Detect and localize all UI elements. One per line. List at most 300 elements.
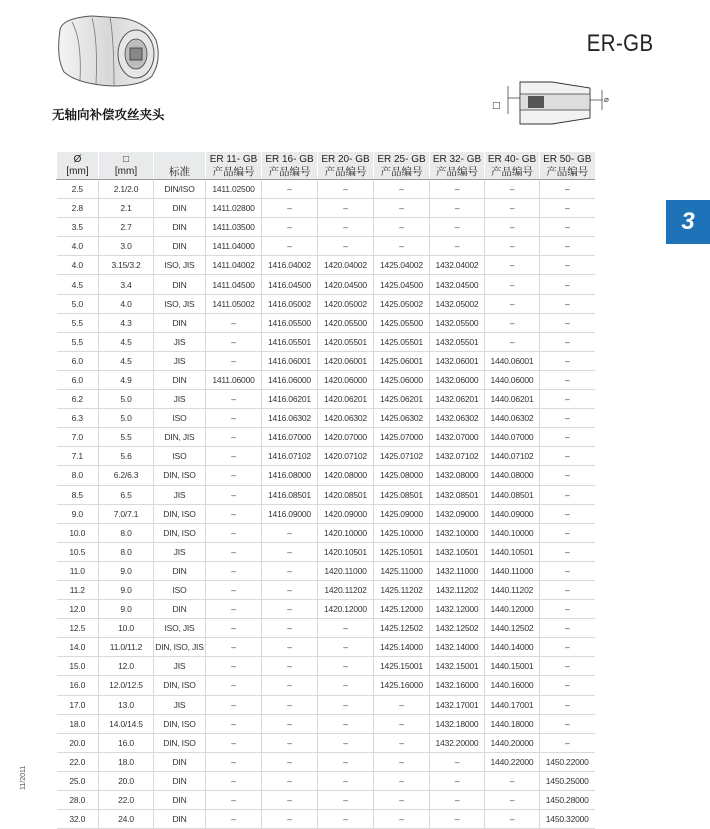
table-cell: – [262, 218, 318, 237]
table-cell: 9.0 [99, 580, 154, 599]
table-cell: – [262, 180, 318, 199]
table-cell: – [430, 810, 485, 829]
table-cell: – [262, 237, 318, 256]
table-cell: 20.0 [57, 733, 99, 752]
table-cell: – [318, 810, 374, 829]
table-cell: 4.5 [57, 275, 99, 294]
table-cell: – [540, 600, 595, 619]
table-cell: 4.5 [99, 351, 154, 370]
table-cell: 12.0/12.5 [99, 676, 154, 695]
table-cell: – [430, 199, 485, 218]
table-cell: 1425.05501 [374, 332, 430, 351]
table-cell: – [540, 523, 595, 542]
table-cell: DIN, ISO [154, 676, 206, 695]
table-cell: 1440.06201 [485, 390, 540, 409]
table-row [57, 294, 595, 313]
table-row [57, 600, 595, 619]
table-cell: 16.0 [99, 733, 154, 752]
table-cell: – [206, 619, 262, 638]
table-cell: 1411.06000 [206, 370, 262, 389]
table-cell: 1420.07000 [318, 428, 374, 447]
table-cell: 1440.20000 [485, 733, 540, 752]
table-cell: 4.3 [99, 313, 154, 332]
table-cell: DIN [154, 218, 206, 237]
table-cell: 1416.04002 [262, 256, 318, 275]
table-cell: – [485, 237, 540, 256]
table-cell: 1440.12502 [485, 619, 540, 638]
table-cell: 1416.06201 [262, 390, 318, 409]
table-cell: 7.0 [57, 428, 99, 447]
table-cell: 1425.04500 [374, 275, 430, 294]
table-cell: – [318, 619, 374, 638]
table-cell: 22.0 [57, 752, 99, 771]
table-cell: – [374, 714, 430, 733]
column-header-top: ER 32- GB [432, 154, 482, 165]
table-cell: 1432.10501 [430, 542, 485, 561]
table-cell: JIS [154, 657, 206, 676]
table-cell: 1420.08501 [318, 485, 374, 504]
table-cell: – [540, 428, 595, 447]
table-cell: – [318, 752, 374, 771]
table-cell: 1425.12502 [374, 619, 430, 638]
table-cell: 1440.11000 [485, 561, 540, 580]
table-cell: 9.0 [99, 600, 154, 619]
column-header-bottom: 产品编号 [546, 166, 589, 178]
table-cell: 4.0 [99, 294, 154, 313]
table-cell: – [206, 504, 262, 523]
table-cell: – [262, 523, 318, 542]
table-cell: DIN [154, 752, 206, 771]
product-name: 无轴向补偿攻丝夹头 [52, 107, 165, 122]
table-cell: 24.0 [99, 810, 154, 829]
table-cell: 6.0 [57, 351, 99, 370]
table-cell: – [206, 332, 262, 351]
table-row [57, 523, 595, 542]
table-cell: – [540, 561, 595, 580]
table-cell: 4.9 [99, 370, 154, 389]
column-header [57, 152, 99, 180]
table-cell: – [318, 676, 374, 695]
table-cell: – [262, 695, 318, 714]
table-cell: – [206, 752, 262, 771]
table-cell: – [374, 752, 430, 771]
series-title: ER-GB [587, 30, 654, 57]
diagram-square-label: □ [492, 101, 501, 111]
column-header-bottom: 产品编号 [324, 166, 367, 178]
table-cell: ISO [154, 447, 206, 466]
table-cell: 5.5 [57, 313, 99, 332]
table-cell: – [206, 676, 262, 695]
table-cell: – [206, 542, 262, 561]
table-cell: – [262, 676, 318, 695]
table-row [57, 542, 595, 561]
section-tab-badge: 3 [666, 200, 710, 244]
table-cell: – [318, 771, 374, 790]
table-cell: – [540, 580, 595, 599]
table-cell: – [374, 791, 430, 810]
table-cell: 9.0 [57, 504, 99, 523]
table-cell: 1440.08501 [485, 485, 540, 504]
table-cell: – [374, 199, 430, 218]
table-cell: 1425.06000 [374, 370, 430, 389]
table-cell: 1432.07000 [430, 428, 485, 447]
table-cell: 1411.04500 [206, 275, 262, 294]
table-cell: – [540, 638, 595, 657]
table-row [57, 676, 595, 695]
table-cell: 1440.14000 [485, 638, 540, 657]
table-cell: 1440.06000 [485, 370, 540, 389]
table-cell: – [430, 180, 485, 199]
table-cell: ISO, JIS [154, 256, 206, 275]
table-cell: 7.0/7.1 [99, 504, 154, 523]
table-cell: 1432.12502 [430, 619, 485, 638]
table-cell: 1416.08000 [262, 466, 318, 485]
table-row [57, 485, 595, 504]
table-cell: 1432.15001 [430, 657, 485, 676]
table-cell: 13.0 [99, 695, 154, 714]
table-cell: – [262, 810, 318, 829]
table-cell: 1416.06000 [262, 370, 318, 389]
table-cell: 1420.05002 [318, 294, 374, 313]
table-cell: 1450.32000 [540, 810, 595, 829]
product-table-wrapper [56, 152, 594, 829]
table-cell: 1411.02800 [206, 199, 262, 218]
table-cell: 8.0 [99, 542, 154, 561]
table-cell: 1425.11202 [374, 580, 430, 599]
column-header-bottom: 产品编号 [380, 166, 423, 178]
table-cell: DIN [154, 771, 206, 790]
table-cell: 1432.05500 [430, 313, 485, 332]
table-cell: – [540, 485, 595, 504]
table-cell: 2.7 [99, 218, 154, 237]
table-cell: – [262, 600, 318, 619]
table-cell: 1432.07102 [430, 447, 485, 466]
table-cell: – [485, 791, 540, 810]
table-cell: 10.0 [99, 619, 154, 638]
table-cell: 17.0 [57, 695, 99, 714]
table-cell: DIN [154, 313, 206, 332]
table-cell: – [206, 409, 262, 428]
table-cell: – [206, 447, 262, 466]
table-cell: – [540, 370, 595, 389]
table-cell: – [540, 332, 595, 351]
table-cell: 1440.18000 [485, 714, 540, 733]
table-cell: 1420.09000 [318, 504, 374, 523]
table-cell: 1425.07102 [374, 447, 430, 466]
table-cell: – [430, 771, 485, 790]
table-cell: 1420.04500 [318, 275, 374, 294]
column-header-top: ER 25- GB [377, 154, 426, 165]
table-cell: DIN [154, 275, 206, 294]
table-cell: – [374, 218, 430, 237]
table-cell: 1440.10000 [485, 523, 540, 542]
table-cell: 1420.06201 [318, 390, 374, 409]
table-cell: – [540, 714, 595, 733]
column-header-bottom: 标准 [169, 166, 190, 178]
table-cell: 1420.06001 [318, 351, 374, 370]
table-cell: 1416.09000 [262, 504, 318, 523]
table-cell: – [318, 657, 374, 676]
table-cell: 7.1 [57, 447, 99, 466]
table-row [57, 466, 595, 485]
table-row [57, 561, 595, 580]
table-cell: 1440.11202 [485, 580, 540, 599]
table-cell: 1420.06302 [318, 409, 374, 428]
table-cell: 4.0 [57, 237, 99, 256]
table-cell: – [318, 180, 374, 199]
table-cell: 1440.15001 [485, 657, 540, 676]
column-header [206, 152, 262, 180]
table-row [57, 638, 595, 657]
table-cell: DIN, JIS [154, 428, 206, 447]
table-cell: – [540, 199, 595, 218]
table-cell: 1450.25000 [540, 771, 595, 790]
table-cell: 1416.05501 [262, 332, 318, 351]
column-header-top: ER 11- GB [209, 154, 258, 165]
table-cell: 1425.08000 [374, 466, 430, 485]
table-cell: 5.6 [99, 447, 154, 466]
table-cell: – [374, 180, 430, 199]
table-cell: – [206, 428, 262, 447]
table-cell: 1440.22000 [485, 752, 540, 771]
table-cell: 1425.12000 [374, 600, 430, 619]
column-header [485, 152, 540, 180]
table-cell: – [262, 733, 318, 752]
table-row [57, 390, 595, 409]
table-cell: 9.0 [99, 561, 154, 580]
table-cell: – [485, 256, 540, 275]
table-cell: 22.0 [99, 791, 154, 810]
table-cell: 1432.06001 [430, 351, 485, 370]
column-header-top: ER 16- GB [265, 154, 314, 165]
table-cell: JIS [154, 390, 206, 409]
column-header-bottom: 产品编号 [436, 166, 478, 178]
table-cell: 1432.06201 [430, 390, 485, 409]
table-cell: 1432.18000 [430, 714, 485, 733]
table-cell: – [430, 752, 485, 771]
table-cell: JIS [154, 485, 206, 504]
table-cell: – [485, 180, 540, 199]
table-cell: DIN [154, 810, 206, 829]
table-cell: 1425.05500 [374, 313, 430, 332]
table-cell: – [485, 199, 540, 218]
table-cell: 1425.08501 [374, 485, 430, 504]
table-row [57, 313, 595, 332]
table-cell: DIN, ISO [154, 714, 206, 733]
table-cell: – [540, 676, 595, 695]
table-cell: JIS [154, 351, 206, 370]
table-cell: 3.5 [57, 218, 99, 237]
table-cell: 1432.05002 [430, 294, 485, 313]
table-cell: 1432.16000 [430, 676, 485, 695]
diagram-diameter-label: ⌀ [604, 95, 609, 104]
table-cell: – [206, 313, 262, 332]
table-cell: DIN, ISO, JIS [154, 638, 206, 657]
collet-illustration [52, 10, 172, 90]
table-cell: 1416.07000 [262, 428, 318, 447]
table-cell: – [540, 657, 595, 676]
table-cell: 1440.07000 [485, 428, 540, 447]
table-cell: – [206, 485, 262, 504]
table-cell: 1425.07000 [374, 428, 430, 447]
table-cell: 1425.06001 [374, 351, 430, 370]
column-header-top: ER 50- GB [543, 154, 592, 165]
table-row [57, 351, 595, 370]
table-cell: 3.4 [99, 275, 154, 294]
table-row [57, 428, 595, 447]
table-cell: 5.0 [99, 409, 154, 428]
column-header [430, 152, 485, 180]
table-cell: 10.5 [57, 542, 99, 561]
table-cell: DIN, ISO [154, 466, 206, 485]
table-cell: – [206, 771, 262, 790]
table-cell: 1416.05500 [262, 313, 318, 332]
table-cell: – [540, 447, 595, 466]
table-cell: – [318, 199, 374, 218]
column-header [154, 152, 206, 180]
table-cell: – [206, 657, 262, 676]
table-cell: 1440.16000 [485, 676, 540, 695]
table-cell: 3.0 [99, 237, 154, 256]
table-cell: DIN/ISO [154, 180, 206, 199]
table-cell: 14.0/14.5 [99, 714, 154, 733]
table-cell: 1411.04002 [206, 256, 262, 275]
table-cell: 1432.09000 [430, 504, 485, 523]
table-row [57, 237, 595, 256]
table-cell: – [485, 218, 540, 237]
table-cell: – [374, 237, 430, 256]
table-cell: – [206, 810, 262, 829]
collet-section-diagram [490, 78, 620, 128]
table-body [57, 180, 595, 829]
table-cell: – [262, 771, 318, 790]
table-row [57, 771, 595, 790]
table-cell: – [262, 791, 318, 810]
table-cell: 1440.06302 [485, 409, 540, 428]
table-cell: 1416.06001 [262, 351, 318, 370]
column-header [262, 152, 318, 180]
table-cell: – [262, 752, 318, 771]
table-row [57, 275, 595, 294]
table-cell: – [540, 466, 595, 485]
table-cell: – [206, 351, 262, 370]
table-cell: 1420.05500 [318, 313, 374, 332]
table-cell: 1425.10000 [374, 523, 430, 542]
table-cell: 18.0 [99, 752, 154, 771]
table-row [57, 810, 595, 829]
table-cell: 1420.06000 [318, 370, 374, 389]
column-header [99, 152, 154, 180]
table-cell: 25.0 [57, 771, 99, 790]
table-cell: JIS [154, 695, 206, 714]
table-cell: 5.0 [99, 390, 154, 409]
table-cell: 1440.09000 [485, 504, 540, 523]
table-cell: ISO [154, 409, 206, 428]
table-cell: 1411.02500 [206, 180, 262, 199]
table-cell: 1440.17001 [485, 695, 540, 714]
table-cell: 1432.04500 [430, 275, 485, 294]
table-cell: 14.0 [57, 638, 99, 657]
table-cell: DIN, ISO [154, 523, 206, 542]
table-cell: 5.0 [57, 294, 99, 313]
table-row [57, 180, 595, 199]
table-cell: 6.0 [57, 370, 99, 389]
table-cell: – [485, 332, 540, 351]
table-cell: 1432.08000 [430, 466, 485, 485]
table-cell: 16.0 [57, 676, 99, 695]
table-cell: 1425.04002 [374, 256, 430, 275]
table-cell: – [206, 561, 262, 580]
table-cell: 3.15/3.2 [99, 256, 154, 275]
table-row [57, 447, 595, 466]
table-cell: 6.2 [57, 390, 99, 409]
table-cell: – [430, 237, 485, 256]
table-row [57, 409, 595, 428]
table-cell: 1450.28000 [540, 791, 595, 810]
table-cell: – [206, 714, 262, 733]
table-cell: – [374, 733, 430, 752]
table-row [57, 256, 595, 275]
table-cell: 1411.04000 [206, 237, 262, 256]
table-cell: 18.0 [57, 714, 99, 733]
table-cell: – [485, 313, 540, 332]
table-cell: 1432.06302 [430, 409, 485, 428]
table-cell: – [262, 638, 318, 657]
table-cell: – [485, 294, 540, 313]
table-cell: 6.3 [57, 409, 99, 428]
table-cell: 1425.10501 [374, 542, 430, 561]
table-cell: 1425.14000 [374, 638, 430, 657]
table-cell: – [540, 619, 595, 638]
table-cell: – [540, 180, 595, 199]
table-cell: 12.5 [57, 619, 99, 638]
table-cell: – [540, 218, 595, 237]
table-cell: – [430, 218, 485, 237]
table-cell: – [318, 695, 374, 714]
table-cell: DIN [154, 561, 206, 580]
table-cell: – [540, 256, 595, 275]
column-header-bottom: [mm] [66, 166, 89, 177]
table-cell: 1425.05002 [374, 294, 430, 313]
table-row [57, 619, 595, 638]
table-cell: 1432.10000 [430, 523, 485, 542]
table-cell: 1416.06302 [262, 409, 318, 428]
table-row [57, 332, 595, 351]
table-cell: – [206, 523, 262, 542]
table-header-row [57, 152, 595, 180]
table-cell: DIN, ISO [154, 504, 206, 523]
table-cell: – [206, 466, 262, 485]
table-row [57, 657, 595, 676]
table-cell: 1440.12000 [485, 600, 540, 619]
column-header [540, 152, 595, 180]
table-cell: 20.0 [99, 771, 154, 790]
table-cell: – [206, 791, 262, 810]
table-cell: 1425.09000 [374, 504, 430, 523]
table-cell: 1420.08000 [318, 466, 374, 485]
table-cell: 1432.20000 [430, 733, 485, 752]
table-cell: 1420.07102 [318, 447, 374, 466]
table-cell: 1420.10501 [318, 542, 374, 561]
table-cell: – [206, 390, 262, 409]
table-cell: 1432.08501 [430, 485, 485, 504]
table-cell: 2.1 [99, 199, 154, 218]
table-cell: 1411.03500 [206, 218, 262, 237]
table-cell: 1432.12000 [430, 600, 485, 619]
product-table [56, 152, 595, 829]
table-cell: ISO [154, 580, 206, 599]
table-row [57, 791, 595, 810]
